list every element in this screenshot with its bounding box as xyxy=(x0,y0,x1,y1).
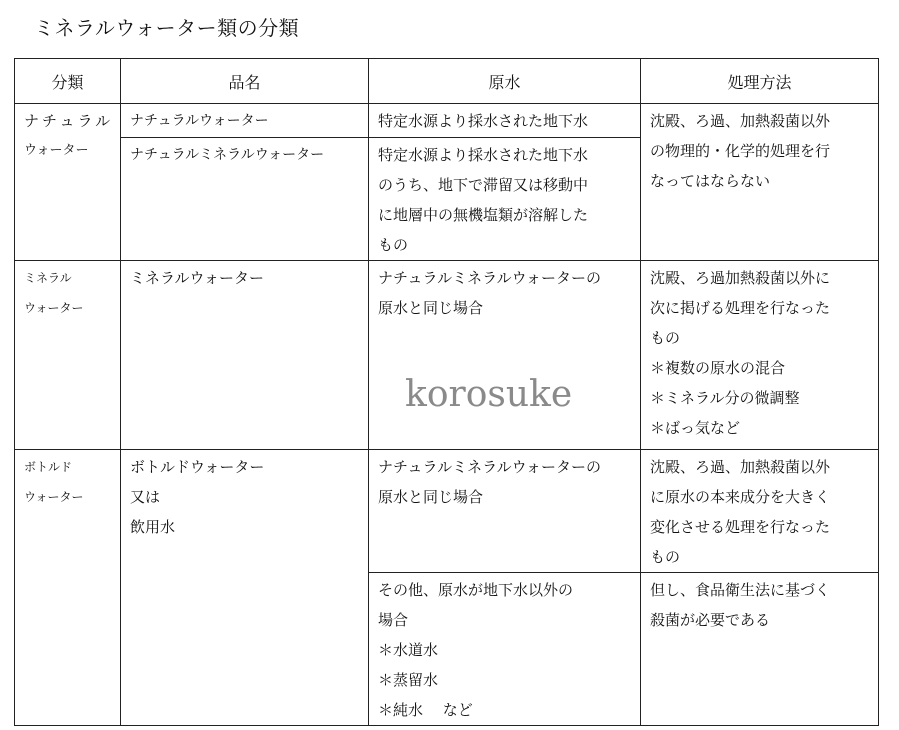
source-line: 特定水源より採水された地下水 xyxy=(378,146,589,164)
table-header-row xyxy=(15,59,879,104)
category-cell-mineral xyxy=(15,261,121,450)
treatment-cell xyxy=(641,450,879,573)
category-line: ミネラル xyxy=(24,271,72,285)
treatment-line: の物理的・化学的処理を行 xyxy=(650,142,831,160)
category-cell-natural xyxy=(15,104,121,261)
table-row xyxy=(15,104,879,138)
source-cell xyxy=(369,138,641,261)
treatment-cell xyxy=(641,573,879,726)
source-line: のうち、地下で滞留又は移動中 xyxy=(378,176,589,194)
treatment-line: なってはならない xyxy=(650,172,771,190)
category-line: ウォーター xyxy=(24,490,84,504)
treatment-line: もの xyxy=(650,329,681,347)
treatment-line: 但し、食品衛生法に基づく xyxy=(650,581,831,599)
product-name: ミネラルウォーター xyxy=(130,269,264,287)
source-line: ＊純水 など xyxy=(378,701,473,719)
source-line: ナチュラルミネラルウォーターの xyxy=(378,458,602,476)
treatment-line: 変化させる処理を行なった xyxy=(650,518,831,536)
product-cell xyxy=(121,138,369,261)
source-line: もの xyxy=(378,236,409,254)
category-line: ボトルド xyxy=(24,460,73,474)
source-line: ＊蒸留水 xyxy=(378,671,439,689)
table-row xyxy=(15,261,879,450)
treatment-line: 沈殿、ろ過、加熱殺菌以外 xyxy=(650,458,831,476)
product-name: 又は xyxy=(130,488,161,506)
treatment-line: ＊複数の原水の混合 xyxy=(650,359,786,377)
treatment-line: 殺菌が必要である xyxy=(650,611,771,629)
product-name: 飲用水 xyxy=(130,518,176,536)
product-cell xyxy=(121,450,369,726)
product-name: ナチュラルウォーター xyxy=(130,113,269,129)
treatment-line: 沈殿、ろ過、加熱殺菌以外 xyxy=(650,112,831,130)
source-cell xyxy=(369,104,641,138)
treatment-line: 次に掲げる処理を行なった xyxy=(650,299,831,317)
table-row xyxy=(15,450,879,573)
source-line: ナチュラルミネラルウォーターの xyxy=(378,269,602,287)
product-name: ボトルドウォーター xyxy=(130,458,265,476)
source-line: その他、原水が地下水以外の xyxy=(378,581,574,599)
treatment-line: 沈殿、ろ過加熱殺菌以外に xyxy=(650,269,831,287)
source-cell xyxy=(369,261,641,450)
category-line: ウォーター xyxy=(24,301,84,315)
category-cell-bottled xyxy=(15,450,121,726)
treatment-line: ＊ミネラル分の微調整 xyxy=(650,389,800,407)
product-name: ナチュラルミネラルウォーター xyxy=(130,147,325,163)
source-line: ＊水道水 xyxy=(378,641,439,659)
source-cell xyxy=(369,573,641,726)
category-line: ナチュラル xyxy=(24,112,114,130)
category-line: ウォーター xyxy=(24,143,89,158)
source-line: 原水と同じ場合 xyxy=(378,488,484,506)
treatment-line: ＊ばっ気など xyxy=(650,419,741,437)
treatment-line: に原水の本来成分を大きく xyxy=(650,488,831,506)
header-category: 分類 xyxy=(15,59,121,104)
source-line: 特定水源より採水された地下水 xyxy=(378,112,589,130)
treatment-cell-natural xyxy=(641,104,879,261)
page-title: ミネラルウォーター類の分類 xyxy=(34,16,300,40)
source-line: 場合 xyxy=(378,611,409,629)
header-treatment: 処理方法 xyxy=(641,59,879,104)
product-cell xyxy=(121,104,369,138)
source-line: 原水と同じ場合 xyxy=(378,299,484,317)
source-cell xyxy=(369,450,641,573)
source-line: に地層中の無機塩類が溶解した xyxy=(378,206,589,224)
watermark: korosuke xyxy=(405,374,573,415)
header-product-name: 品名 xyxy=(121,59,369,104)
treatment-line: もの xyxy=(650,548,681,566)
product-cell xyxy=(121,261,369,450)
treatment-cell-mineral xyxy=(641,261,879,450)
header-source-water: 原水 xyxy=(369,59,641,104)
